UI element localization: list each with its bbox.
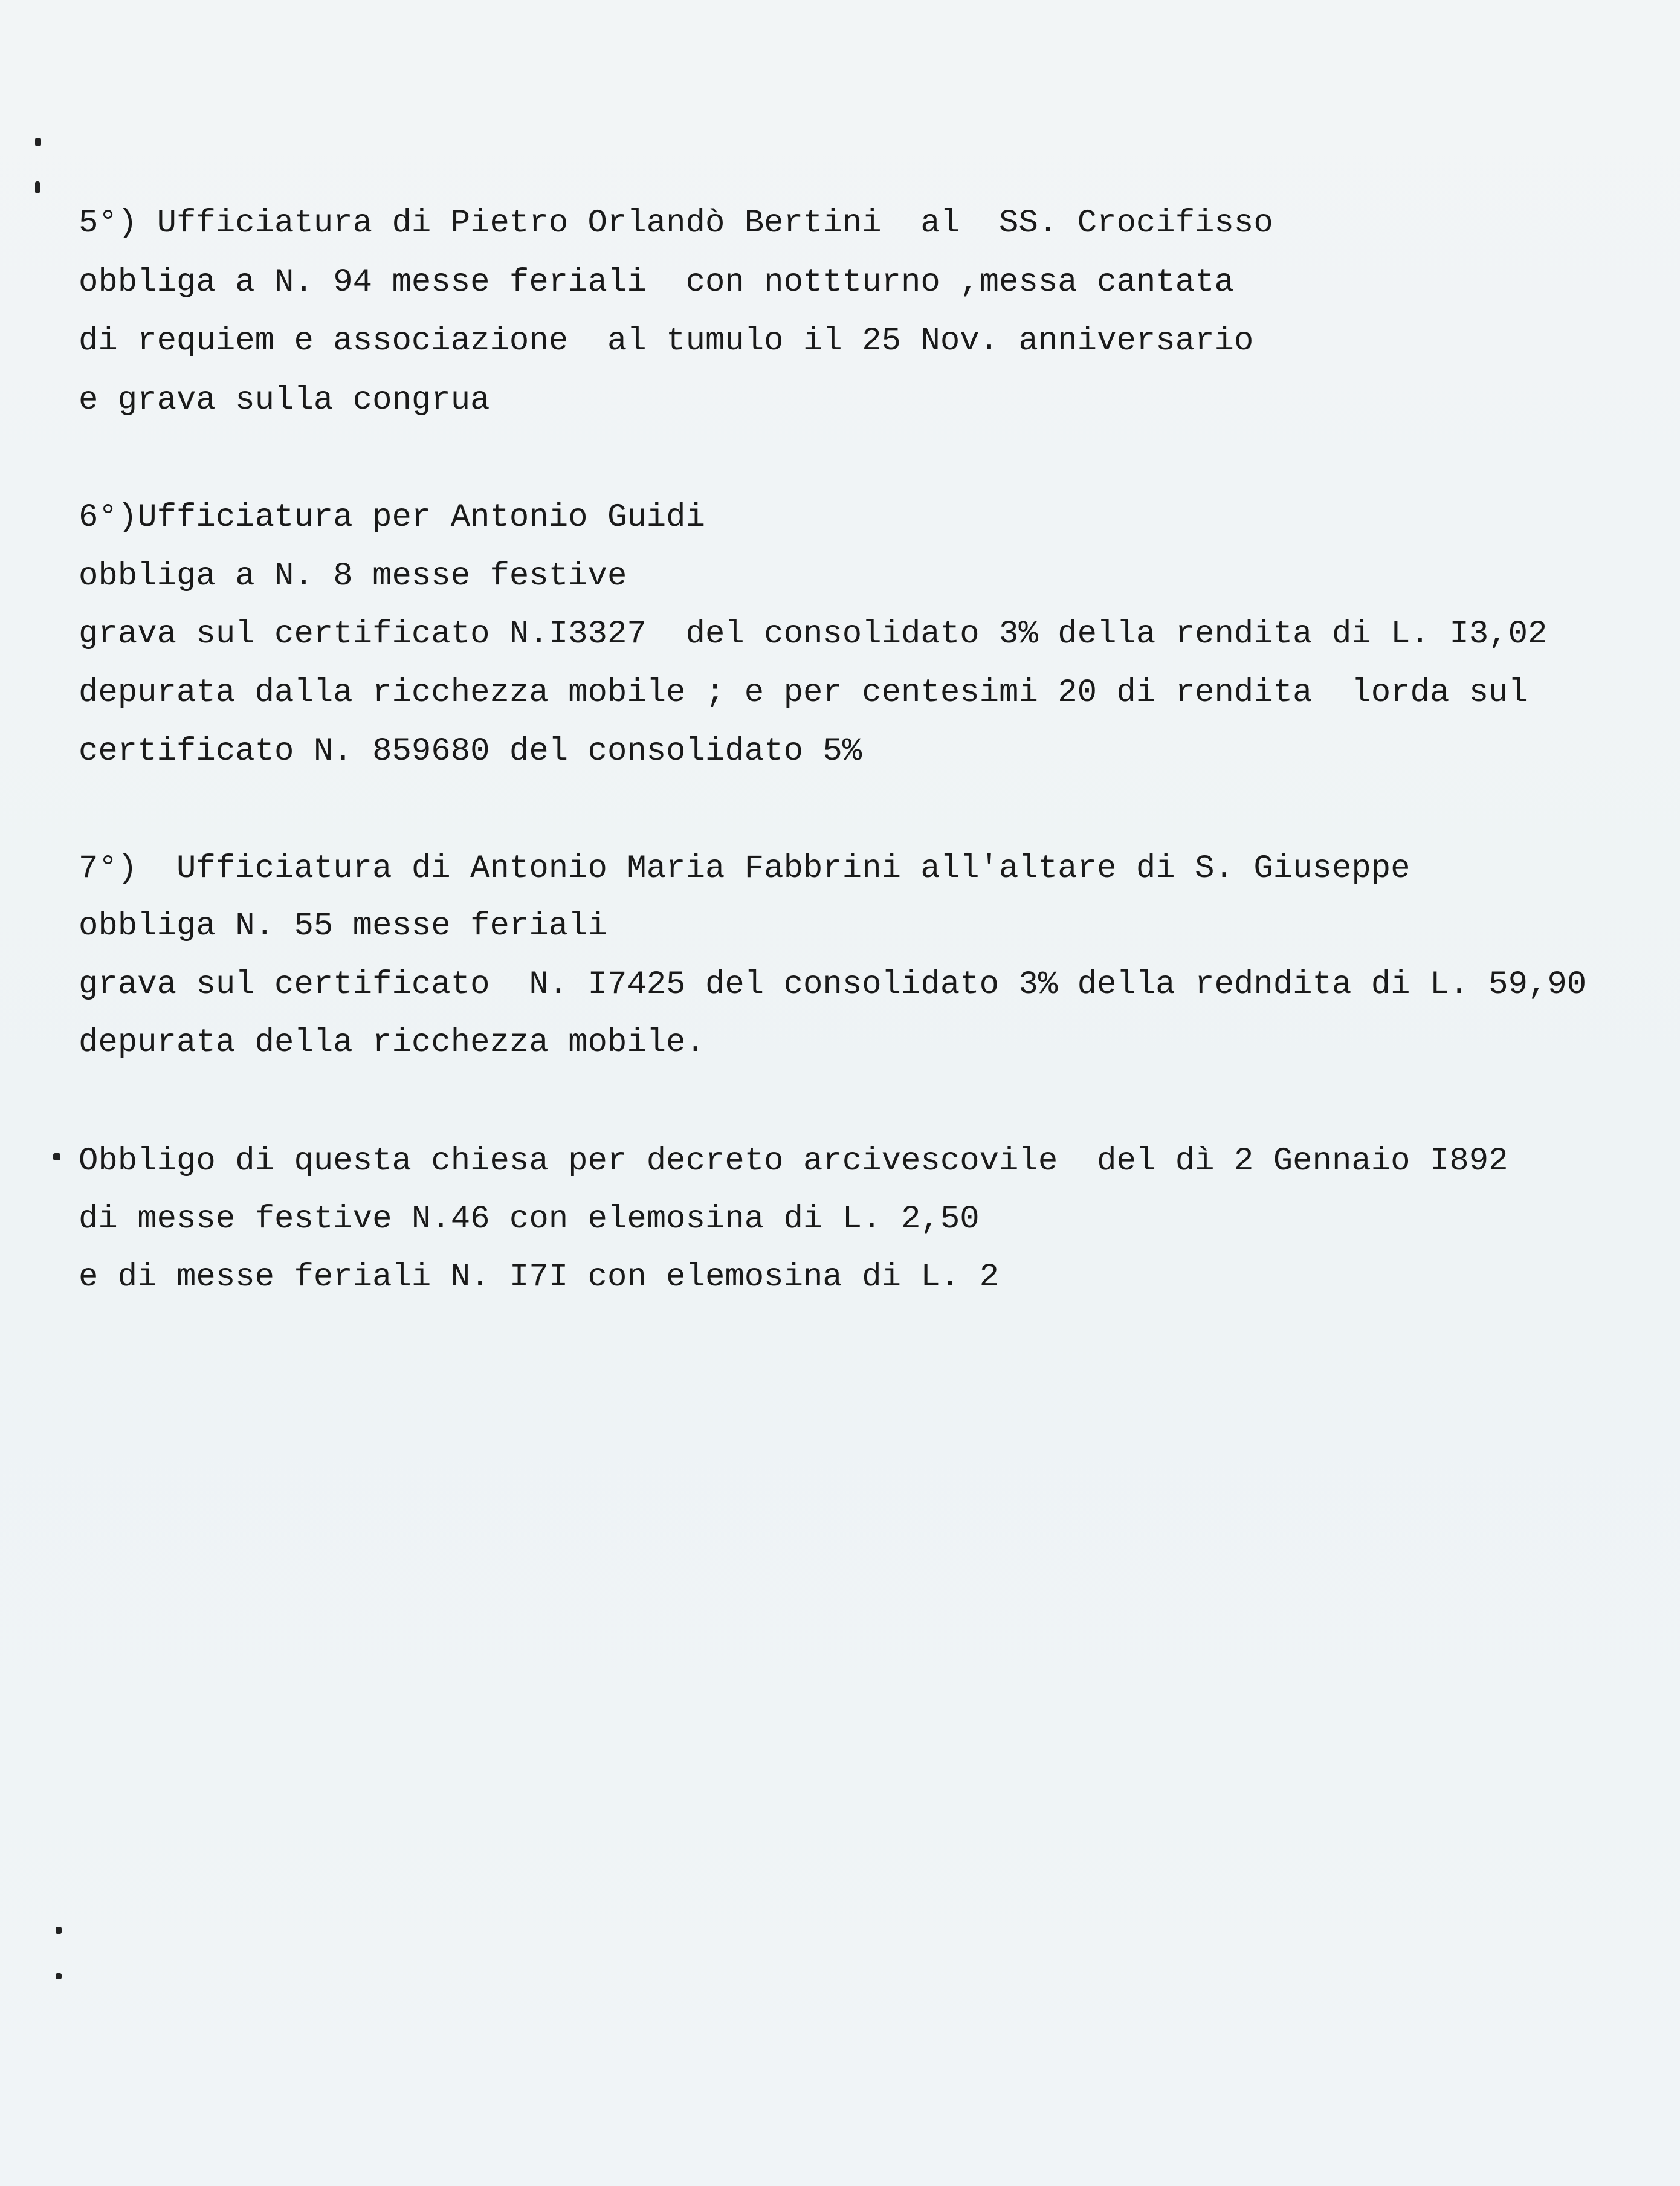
text-line: e di messe feriali N. I7I con elemosina di L. 2 xyxy=(79,1259,1000,1296)
text-line: 5°) Ufficiatura di Pietro Orlandò Bertini al SS. Crocifisso xyxy=(79,205,1273,242)
text-line: e grava sulla congrua xyxy=(79,382,490,419)
margin-mark xyxy=(35,181,40,193)
text-line: certificato N. 859680 del consolidato 5% xyxy=(79,733,862,770)
text-line: grava sul certificato N.I3327 del consolidato 3% della rendita di L. I3,02 xyxy=(79,616,1548,653)
margin-mark xyxy=(56,1927,62,1934)
text-line: di requiem e associazione al tumulo il 25 Nov. anniversario xyxy=(79,323,1254,360)
margin-mark xyxy=(53,1153,60,1160)
text-line: di messe festive N.46 con elemosina di L. 2,50 xyxy=(79,1201,980,1238)
margin-mark xyxy=(56,1973,62,1979)
text-line: obbliga a N. 94 messe feriali con nottturno ,messa cantata xyxy=(79,264,1234,301)
text-line: 6°)Ufficiatura per Antonio Guidi xyxy=(79,499,705,536)
text-line: obbliga a N. 8 messe festive xyxy=(79,558,627,595)
text-line: depurata dalla ricchezza mobile ; e per centesimi 20 di rendita lorda sul xyxy=(79,674,1528,711)
text-line: depurata della ricchezza mobile. xyxy=(79,1024,705,1061)
text-line: 7°) Ufficiatura di Antonio Maria Fabbrini all'altare di S. Giuseppe xyxy=(79,850,1410,887)
text-line: obbliga N. 55 messe feriali xyxy=(79,908,607,945)
text-line: Obbligo di questa chiesa per decreto arcivescovile del dì 2 Gennaio I892 xyxy=(79,1143,1508,1180)
margin-mark xyxy=(35,138,41,146)
text-line: grava sul certificato N. I7425 del consolidato 3% della redndita di L. 59,90 xyxy=(79,966,1587,1003)
